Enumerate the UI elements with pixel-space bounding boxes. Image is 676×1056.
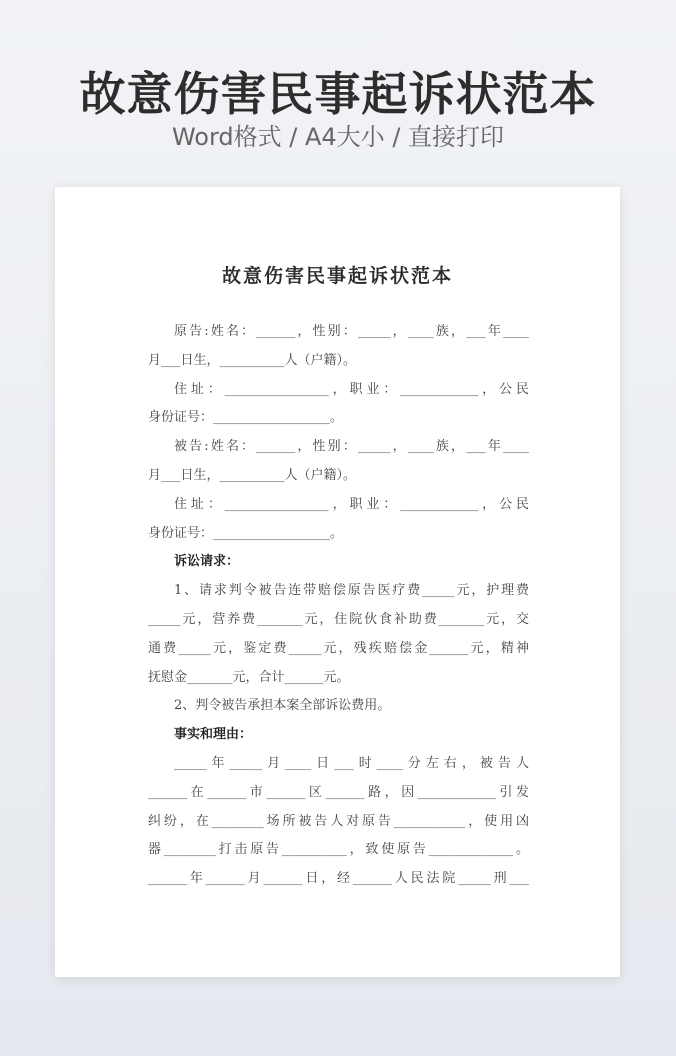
facts-line-3: 纠纷，在________场所被告人对原告___________，使用凶	[148, 813, 529, 829]
banner-title: 故意伤害民事起诉状范本	[79, 67, 597, 121]
banner-subtitle: Word格式 / A4大小 / 直接打印	[171, 123, 505, 151]
plaintiff-id-line: 身份证号：__________________。	[148, 410, 344, 426]
facts-line-4: 器________打击原告__________，致使原告_____________。	[148, 842, 529, 858]
claim-1-line-4: 抚慰金_______元，合计______元。	[148, 669, 350, 685]
claim-1-line-3: 通费_____元，鉴定费_____元，残疾赔偿金______元，精神	[148, 640, 529, 656]
defendant-birth-line: 月___日生，__________人（户籍）。	[148, 467, 357, 483]
claim-1-line-2: _____元，营养费_______元，住院伙食补助费_______元，交	[148, 611, 529, 627]
defendant-id-line: 身份证号：__________________。	[148, 525, 344, 541]
claim-2-line: 2、判令被告承担本案全部诉讼费用。	[174, 698, 391, 714]
document-title: 故意伤害民事起诉状范本	[221, 265, 453, 287]
facts-line-2: ______在______市______区______路，因____________引发	[148, 784, 529, 800]
facts-line-1: _____年_____月____日___时____分左右，被告人	[174, 755, 529, 771]
claim-1-line-1: 1、请求判令被告连带赔偿原告医疗费_____元，护理费	[174, 583, 529, 599]
plaintiff-name-line: 原告:姓名：______，性别：_____，____族，___年____	[174, 324, 529, 339]
facts-line-5: ______年______月______日，经______人民法院_____刑___	[148, 871, 529, 887]
defendant-name-line: 被告:姓名：______，性别：_____，____族，___年____	[174, 439, 529, 455]
defendant-address-line: 住址：________________，职业：____________，公民	[174, 496, 529, 512]
document-body	[148, 318, 529, 894]
plaintiff-address-line: 住址：________________，职业：____________，公民	[174, 381, 529, 397]
plaintiff-birth-line: 月___日生，__________人（户籍）。	[148, 352, 357, 368]
document-page	[55, 187, 620, 977]
facts-heading: 事实和理由：	[174, 727, 253, 743]
claims-heading: 诉讼请求：	[174, 554, 240, 570]
